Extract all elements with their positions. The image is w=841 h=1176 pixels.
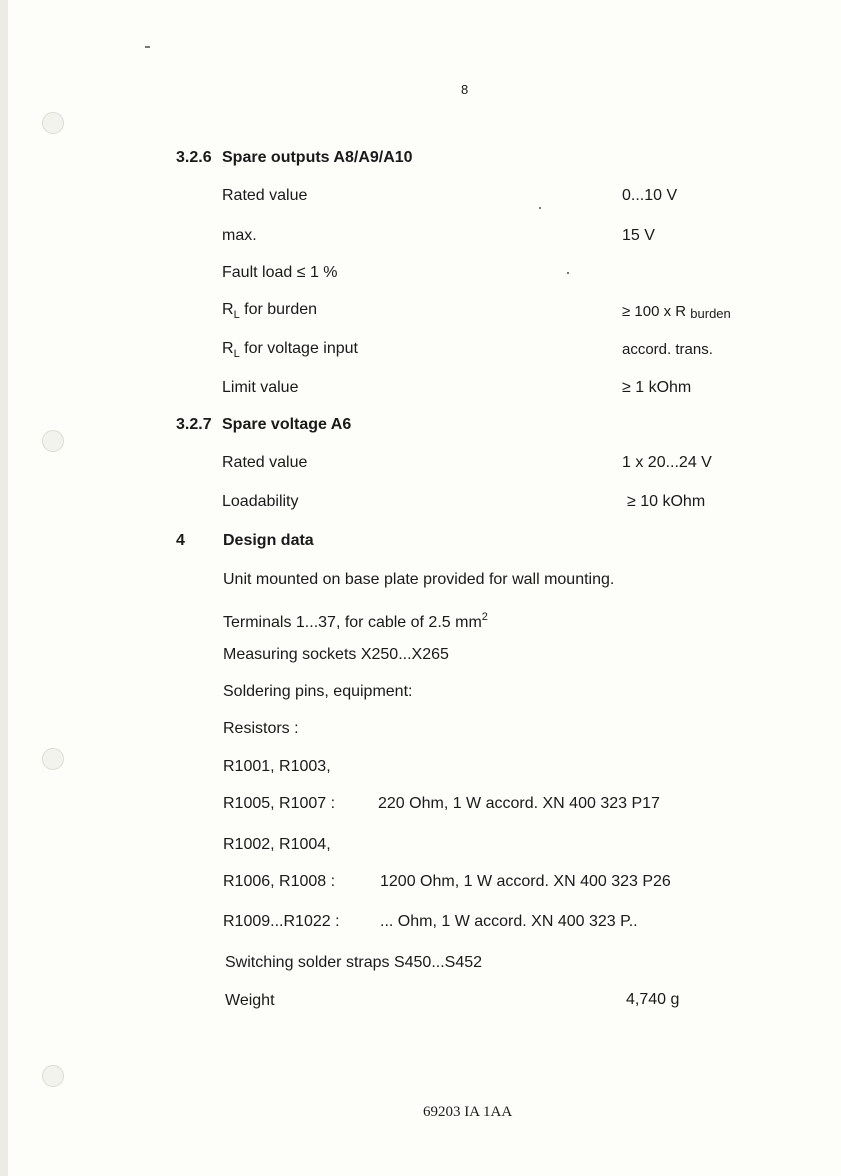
resistor-line: R1005, R1007 : bbox=[223, 795, 336, 812]
page-number: 8 bbox=[461, 82, 469, 97]
spec-label: max. bbox=[222, 227, 257, 244]
resistor-line: R1006, R1008 : bbox=[223, 873, 336, 890]
resistor-line: R1009...R1022 : bbox=[223, 913, 340, 930]
page-edge bbox=[0, 0, 8, 1176]
section-title: Design data bbox=[223, 532, 314, 549]
spec-label: Loadability bbox=[222, 493, 299, 510]
spec-value: 1 x 20...24 V bbox=[622, 454, 712, 471]
weight-value: 4,740 g bbox=[626, 991, 680, 1008]
punch-hole bbox=[42, 112, 64, 134]
spec-label: Rated value bbox=[222, 187, 308, 204]
punch-hole bbox=[42, 430, 64, 452]
weight-label: Weight bbox=[225, 992, 275, 1009]
spec-value: accord. trans. bbox=[622, 341, 713, 358]
resistor-value: 220 Ohm, 1 W accord. XN 400 323 P17 bbox=[378, 795, 660, 812]
section-title: Spare voltage A6 bbox=[222, 416, 352, 433]
spec-value: ≥ 1 kOhm bbox=[622, 379, 692, 396]
section-number: 4 bbox=[176, 532, 185, 549]
spec-label: Rated value bbox=[222, 454, 308, 471]
spec-value: ≥ 100 x R $_{burden}$ bbox=[622, 303, 731, 321]
resistor-value: 1200 Ohm, 1 W accord. XN 400 323 P26 bbox=[380, 873, 671, 890]
punch-hole bbox=[42, 1065, 64, 1087]
section-number: 3.2.6 bbox=[176, 149, 212, 166]
design-line: Terminals 1...37, for cable of 2.5 $mm^2$ bbox=[223, 611, 488, 631]
punch-hole bbox=[42, 748, 64, 770]
design-line: Switching solder straps S450...S452 bbox=[225, 954, 483, 971]
spec-value: 0...10 V bbox=[622, 187, 678, 204]
scan-speck bbox=[145, 46, 150, 48]
section-number: 3.2.7 bbox=[176, 416, 212, 433]
spec-value: 15 V bbox=[622, 227, 655, 244]
scan-speck bbox=[567, 272, 569, 274]
spec-label: $R_L$ for voltage input bbox=[222, 340, 358, 360]
spec-value: ≥ 10 kOhm bbox=[627, 493, 706, 510]
design-line: Unit mounted on base plate provided for wall mounting. bbox=[223, 571, 615, 588]
spec-label: $R_L$ for burden bbox=[222, 301, 318, 321]
section-title: Spare outputs A8/A9/A10 bbox=[222, 149, 413, 166]
design-line: Resistors : bbox=[223, 720, 299, 737]
design-line: Soldering pins, equipment: bbox=[223, 683, 413, 700]
resistor-line: R1001, R1003, bbox=[223, 758, 331, 775]
spec-label: Fault load ≤ 1 % bbox=[222, 264, 338, 281]
spec-label: Limit value bbox=[222, 379, 299, 396]
design-line: Measuring sockets X250...X265 bbox=[223, 646, 449, 663]
resistor-line: R1002, R1004, bbox=[223, 836, 331, 853]
scan-speck bbox=[539, 207, 541, 209]
document-code: 69203 IA 1AA bbox=[423, 1104, 513, 1120]
resistor-value: ... Ohm, 1 W accord. XN 400 323 P.. bbox=[380, 913, 638, 930]
